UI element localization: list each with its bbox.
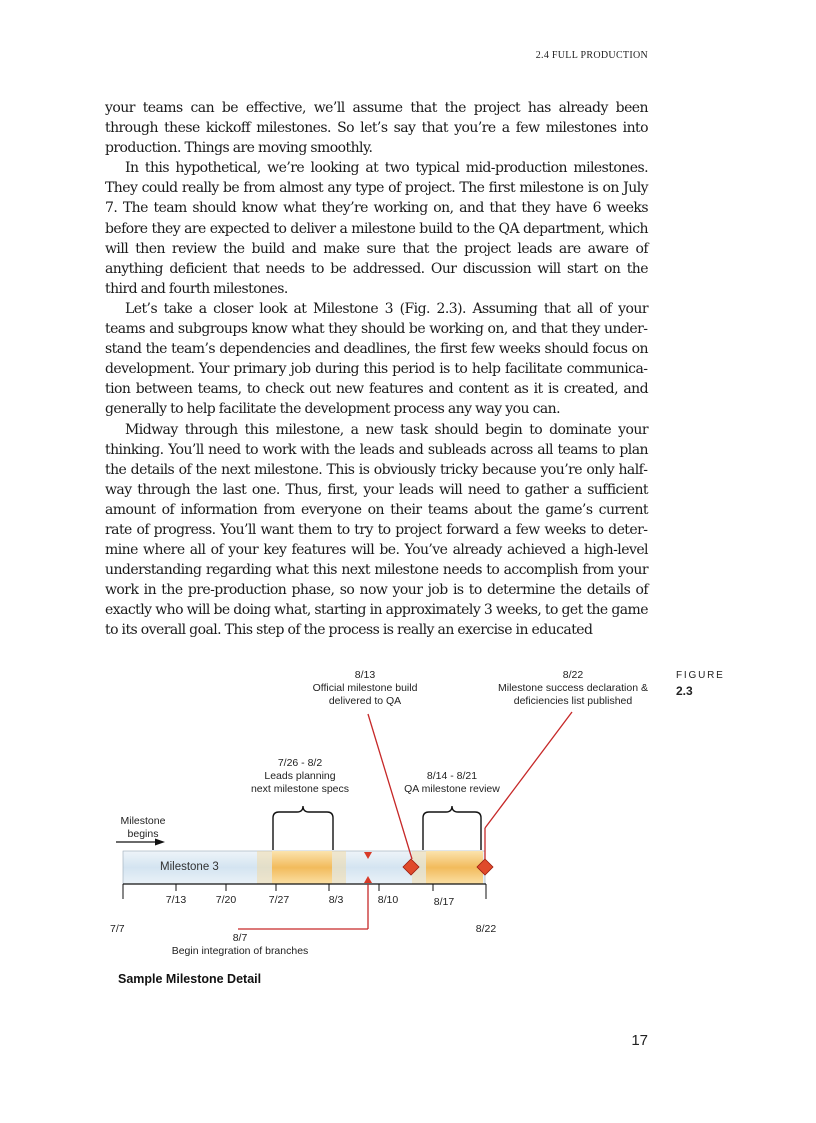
milestone-name: Milestone 3: [160, 861, 219, 873]
tick-label: 7/13: [165, 894, 187, 906]
qa-review-label: 8/14 - 8/21 QA milestone review: [404, 770, 500, 795]
phase-fade: [332, 851, 346, 884]
phase-fade: [257, 851, 272, 884]
tick-label: 8/17: [433, 896, 455, 908]
milestone-begins-label: Milestone begins: [120, 815, 166, 840]
paragraph: your teams can be effective, we’ll assume that the project has already been through these kickoff milestones. So let’s say that you’re a few milestones into production. Things are moving smoothly.: [105, 100, 648, 157]
tick-label: 8/10: [377, 894, 399, 906]
running-head: 2.4 FULL PRODUCTION: [535, 50, 648, 61]
page-number: 17: [631, 1032, 648, 1049]
success-declaration-label: 8/22 Milestone success declaration & deficiencies list published: [498, 669, 648, 707]
qa-review-brace: [423, 806, 481, 850]
leads-planning-brace: [273, 806, 333, 850]
leads-planning-phase: [272, 851, 332, 884]
paragraph: In this hypothetical, we’re looking at two typical mid-production milestones. They could really be from almost any type of project. The first milestone is on July 7. The team should know what they’re working on, and that they have 6 weeks before they are expected to deliver a milestone build to the QA department, which will then review the build and make sure that the project leads are aware of anything deficient that needs to be addressed. Our discussion will start on the third and fourth milestones.: [105, 160, 648, 297]
paragraph: Midway through this milestone, a new task should begin to dominate your thinking. You’ll need to work with the leads and subleads across all teams to plan the details of the next milestone. This is obviously tricky because you’re only halfway through the last one. Thus, first, your leads will need to gather a sufficient amount of information from everyone on their teams about the game’s current rate of progress. You’ll want them to try to project forward a few weeks to determine where all of your key features will be. You’ve already achieved a high-level understanding regarding what this next milestone needs to accomplish from your work in the pre-production phase, so now your job is to determine the details of exactly who will be doing what, starting in approximately 3 weeks, to get the game to its overall goal. This step of the process is really an exercise in educated: [105, 421, 648, 639]
figure-caption: Sample Milestone Detail: [118, 972, 262, 986]
body-text: [105, 98, 648, 641]
paragraph: Let’s take a closer look at Milestone 3 (Fig. 2.3). Assuming that all of your teams and subgroups know what they should be working on, and that they understand the team’s dependencies and deadlines, the first few weeks should focus on development. Your primary job during this period is to help facilitate communication between teams, to check out new features and content as it is created, and generally to help facilitate the development process any way you can.: [105, 300, 648, 418]
build-delivered-label: 8/13 Official milestone build delivered to QA: [312, 669, 418, 707]
start-date-label: 7/7: [110, 923, 125, 935]
tick-label: 8/3: [328, 894, 344, 906]
figure-number: 2.3: [676, 684, 693, 698]
tick-label: 7/20: [215, 894, 237, 906]
milestone-figure: [0, 660, 816, 970]
leads-planning-label: 7/26 - 8/2 Leads planning next milestone specs: [250, 757, 350, 795]
tick-label: 7/27: [268, 894, 290, 906]
figure-label-word: FIGURE: [676, 670, 725, 681]
integration-label: 8/7 Begin integration of branches: [171, 932, 309, 957]
qa-review-phase: [426, 851, 483, 884]
end-date-label: 8/22: [475, 923, 497, 935]
